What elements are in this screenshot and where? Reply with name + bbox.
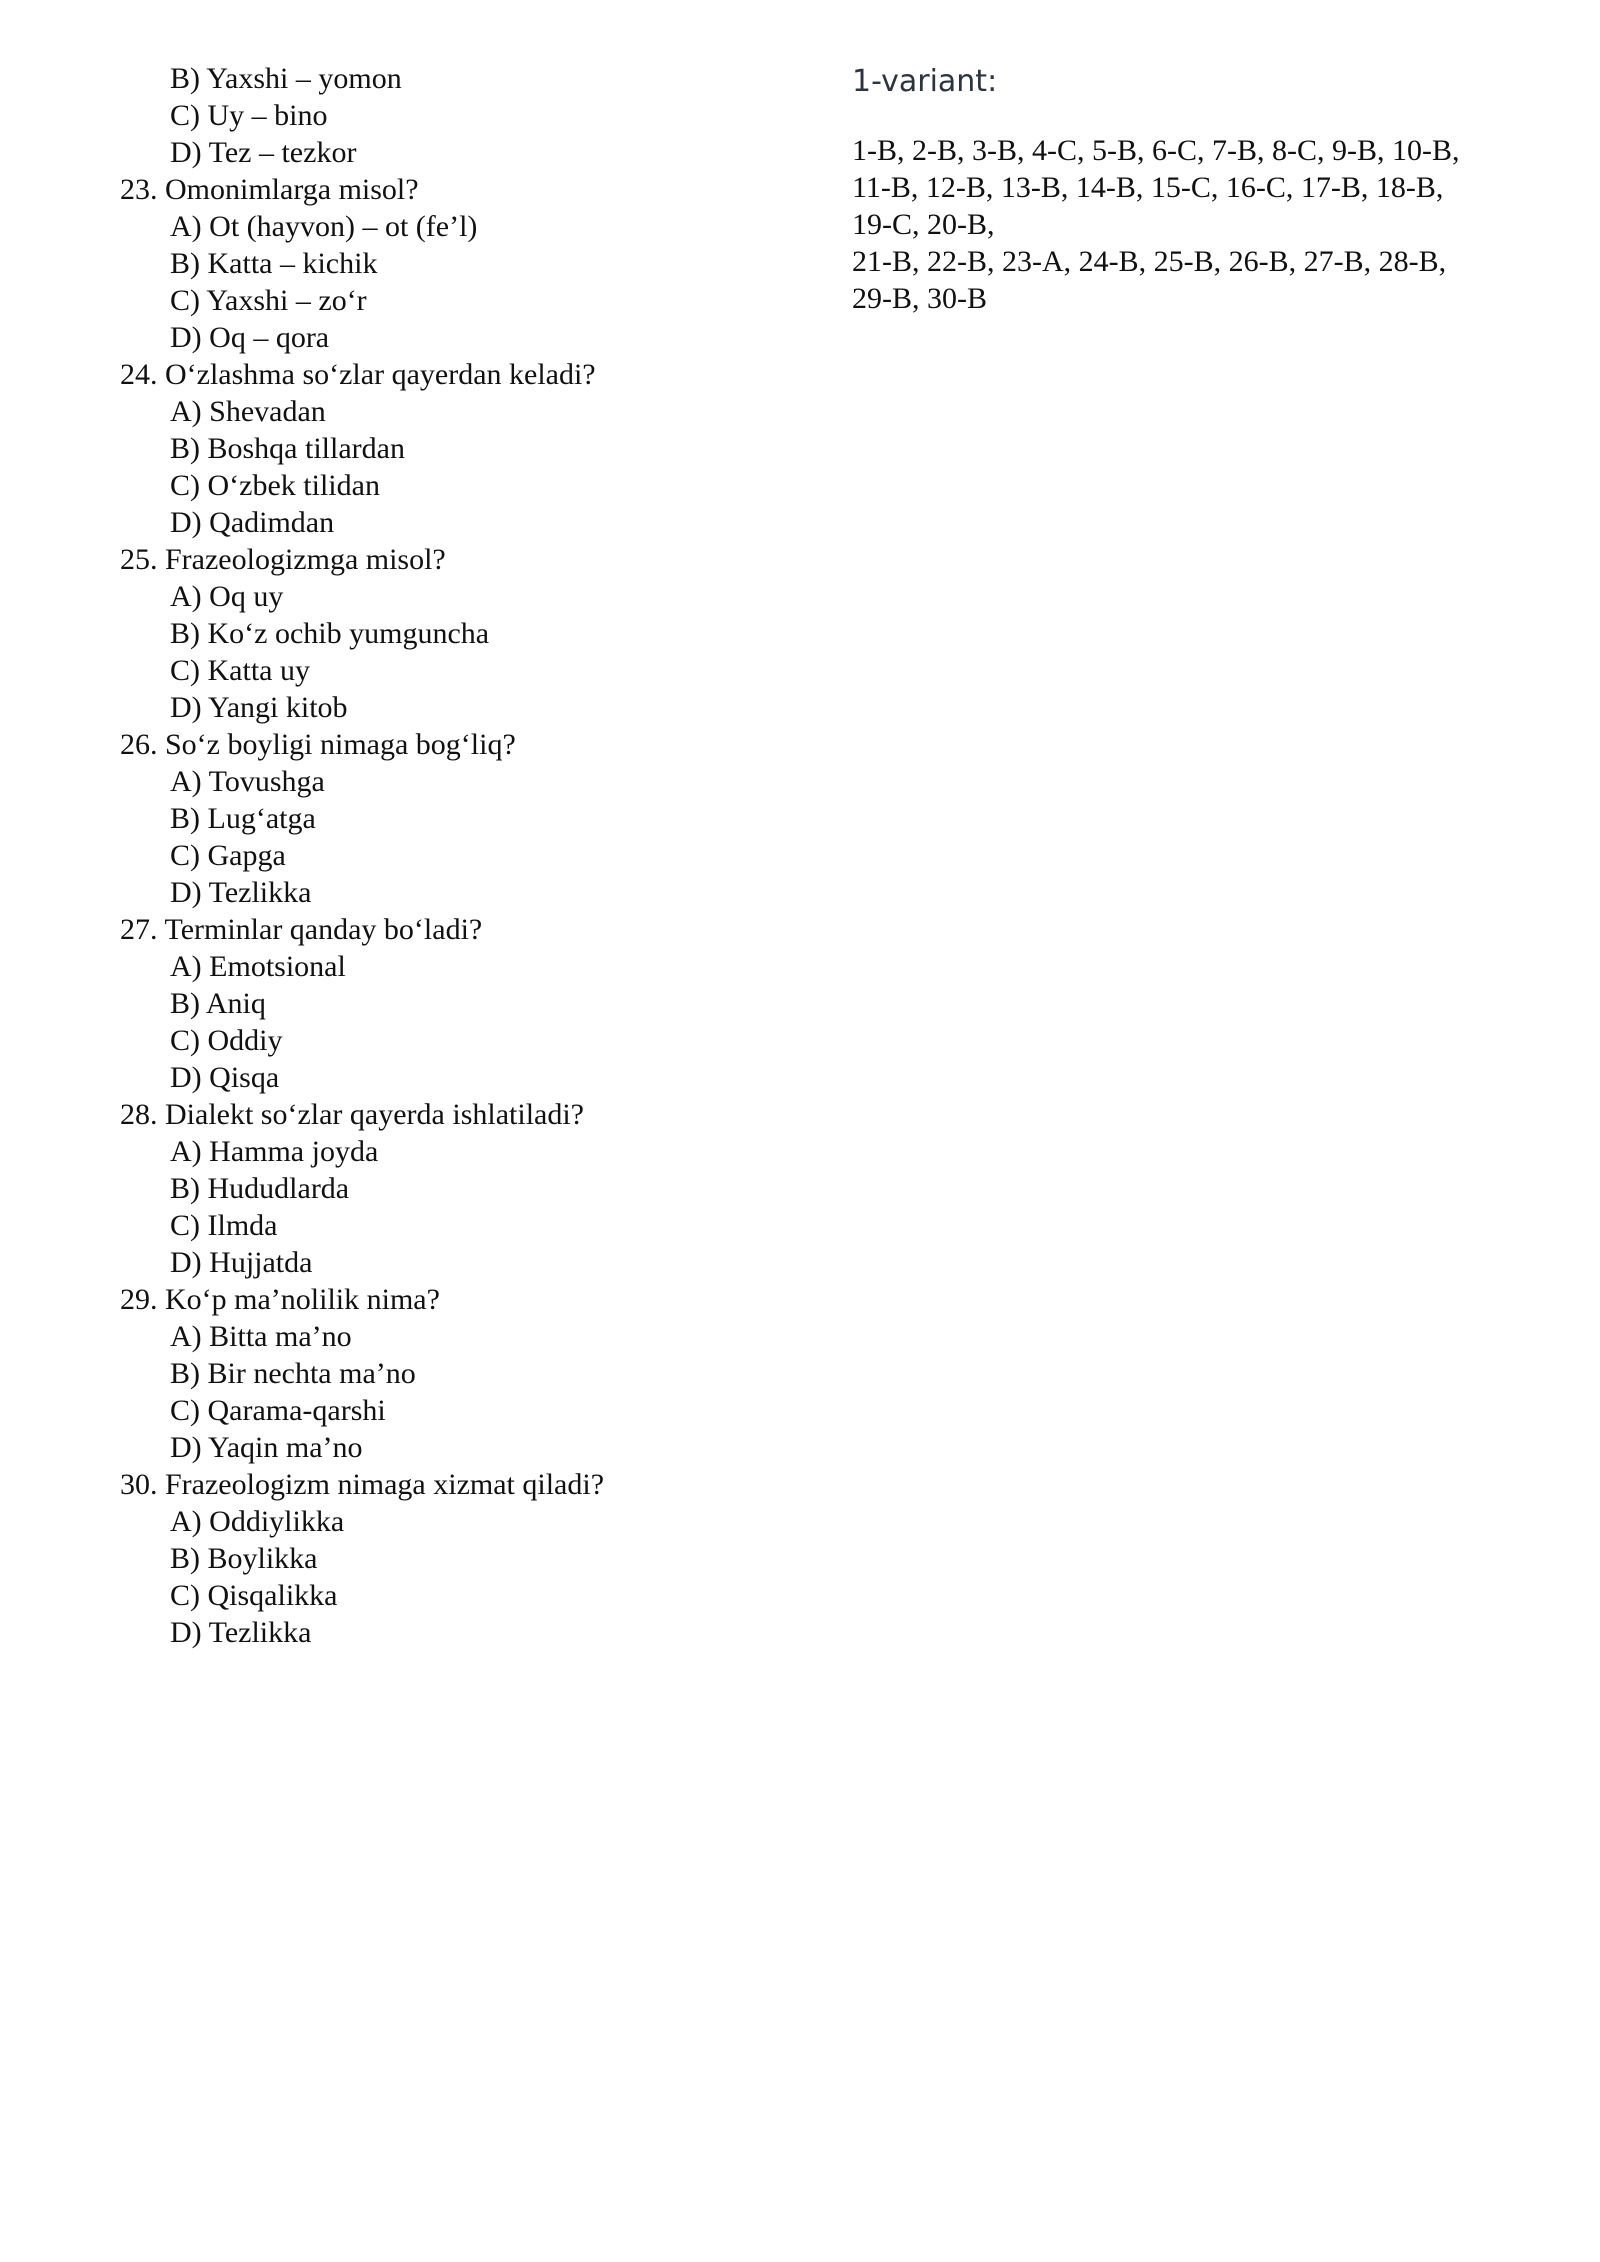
question-26: 26. So‘z boyligi nimaga bog‘liq? — [120, 728, 516, 761]
option-line: C) Qarama-qarshi — [170, 1394, 386, 1427]
option-line: B) Hududlarda — [170, 1172, 350, 1205]
question-24: 24. O‘zlashma so‘zlar qayerdan keladi? — [120, 358, 596, 391]
answer-line: 29-B, 30-B — [852, 282, 987, 315]
option-line: C) O‘zbek tilidan — [170, 469, 380, 502]
option-line: D) Tezlikka — [170, 1616, 312, 1649]
option-line: A) Ot (hayvon) – ot (fe’l) — [170, 210, 478, 243]
option-line: C) Katta uy — [170, 654, 310, 687]
option-line: D) Qisqa — [170, 1061, 280, 1094]
option-line: C) Ilmda — [170, 1209, 278, 1242]
option-line: D) Qadimdan — [170, 506, 335, 539]
option-line: D) Yaqin ma’no — [170, 1431, 363, 1464]
option-line: D) Tez – tezkor — [170, 136, 357, 169]
option-line: D) Hujjatda — [170, 1246, 313, 1279]
option-line: D) Oq – qora — [170, 321, 330, 354]
option-line: B) Ko‘z ochib yumguncha — [170, 617, 490, 650]
answer-line: 1-B, 2-B, 3-B, 4-C, 5-B, 6-C, 7-B, 8-C, 9-B, 10-B, — [852, 134, 1460, 167]
question-list — [0, 60, 800, 1651]
option-line: A) Hamma joyda — [170, 1135, 379, 1168]
answer-key-section — [852, 62, 1552, 317]
option-line: C) Uy – bino — [170, 99, 328, 132]
option-line: C) Yaxshi – zo‘r — [170, 284, 367, 317]
question-29: 29. Ko‘p ma’nolilik nima? — [120, 1283, 440, 1316]
question-27: 27. Terminlar qanday bo‘ladi? — [120, 913, 483, 946]
option-line: B) Yaxshi – yomon — [170, 62, 402, 95]
option-line: A) Shevadan — [170, 395, 326, 428]
question-30: 30. Frazeologizm nimaga xizmat qiladi? — [120, 1468, 605, 1501]
variant-title: 1-variant: — [852, 64, 998, 99]
option-line: A) Oq uy — [170, 580, 284, 613]
answer-line: 19-C, 20-B, — [852, 208, 995, 241]
answer-line: 21-B, 22-B, 23-A, 24-B, 25-B, 26-B, 27-B, 28-B, — [852, 245, 1447, 278]
option-line: A) Oddiylikka — [170, 1505, 345, 1538]
option-line: C) Qisqalikka — [170, 1579, 338, 1612]
answer-key — [852, 132, 1552, 317]
option-line: B) Katta – kichik — [170, 247, 378, 280]
option-line: A) Emotsional — [170, 950, 346, 983]
option-line: C) Oddiy — [170, 1024, 283, 1057]
option-line: A) Bitta ma’no — [170, 1320, 352, 1353]
option-line: B) Aniq — [170, 987, 266, 1020]
option-line: B) Boylikka — [170, 1542, 318, 1575]
question-28: 28. Dialekt so‘zlar qayerda ishlatiladi? — [120, 1098, 584, 1131]
answer-line: 11-B, 12-B, 13-B, 14-B, 15-C, 16-C, 17-B, 18-B, — [852, 171, 1444, 204]
option-line: A) Tovushga — [170, 765, 325, 798]
question-25: 25. Frazeologizmga misol? — [120, 543, 446, 576]
option-line: D) Tezlikka — [170, 876, 312, 909]
option-line: B) Lug‘atga — [170, 802, 316, 835]
option-line: B) Boshqa tillardan — [170, 432, 405, 465]
option-line: B) Bir nechta ma’no — [170, 1357, 416, 1390]
question-23: 23. Omonimlarga misol? — [120, 173, 419, 206]
option-line: D) Yangi kitob — [170, 691, 348, 724]
option-line: C) Gapga — [170, 839, 286, 872]
